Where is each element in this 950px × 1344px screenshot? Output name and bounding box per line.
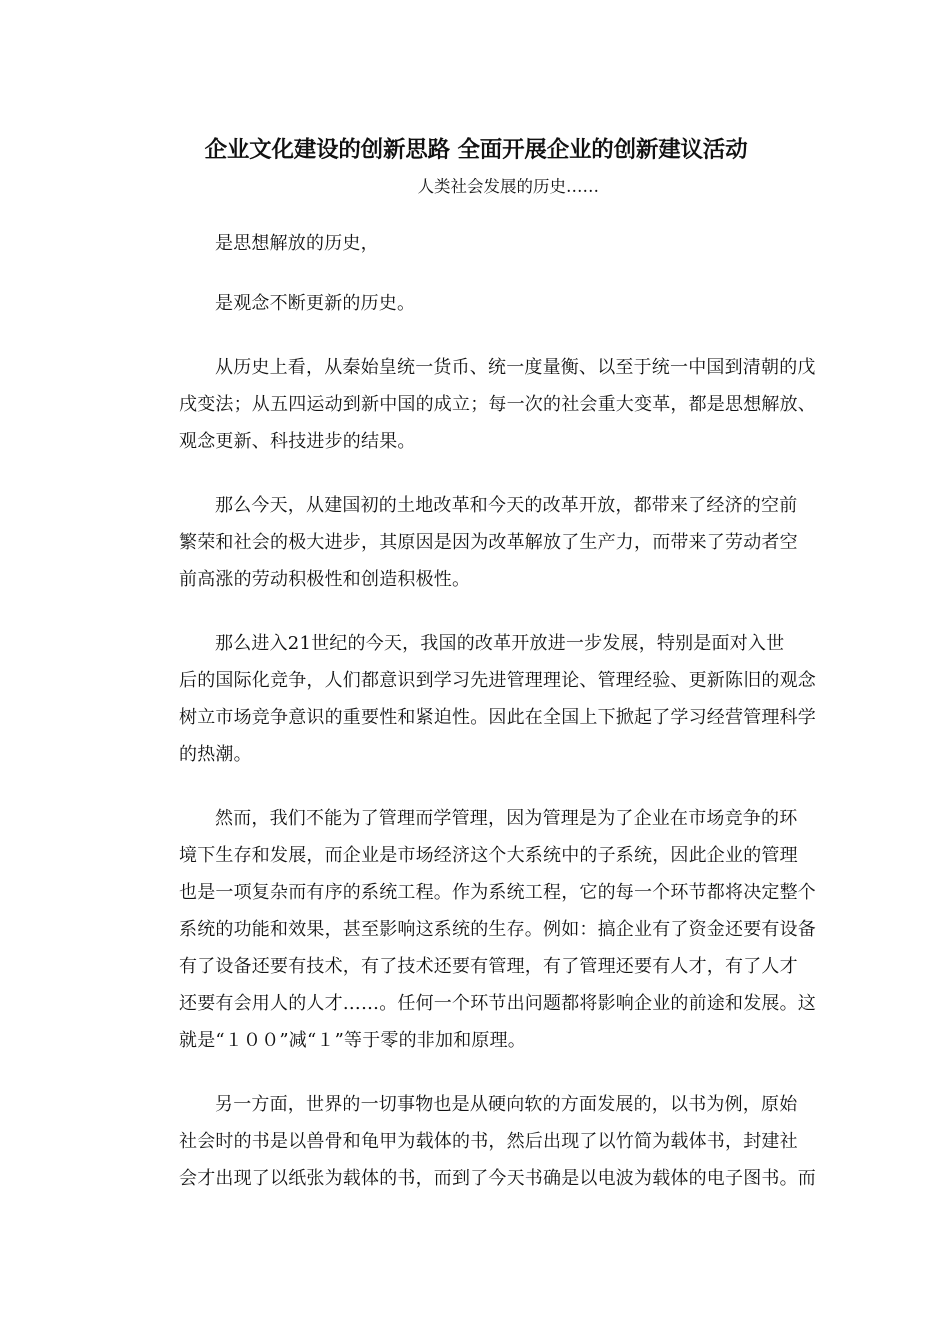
paragraph-3	[143, 349, 816, 460]
paragraph-line: 那么进入21世纪的今天，我国的改革开放进一步发展，特别是面对入世	[215, 633, 785, 654]
paragraph-line: 然而，我们不能为了管理而学管理，因为管理是为了企业在市场竞争的环	[215, 808, 798, 829]
paragraph-line: 系统的功能和效果，甚至影响这系统的生存。例如：搞企业有了资金还要有设备	[179, 919, 816, 940]
paragraph-line: 境下生存和发展，而企业是市场经济这个大系统中的子系统，因此企业的管理	[179, 845, 798, 866]
paragraph-line: 也是一项复杂而有序的系统工程。作为系统工程，它的每一个环节都将决定整个	[179, 882, 816, 903]
paragraph-line: 是思想解放的历史，	[215, 233, 379, 254]
paragraph-4	[143, 487, 809, 598]
paragraph-line: 就是“１００”减“１”等于零的非加和原理。	[179, 1030, 527, 1051]
paragraph-line: 还要有会用人的人才……。任何一个环节出问题都将影响企业的前途和发展。这	[179, 993, 816, 1014]
paragraph-line: 会才出现了以纸张为载体的书，而到了今天书确是以电波为载体的电子图书。而	[179, 1168, 816, 1189]
paragraph-line: 有了设备还要有技术，有了技术还要有管理，有了管理还要有人才，有了人才	[179, 956, 798, 977]
paragraph-line: 后的国际化竞争，人们都意识到学习先进管理理论、管理经验、更新陈旧的观念	[179, 670, 816, 691]
paragraph-line: 观念更新、科技进步的结果。	[179, 431, 416, 452]
document-subtitle: 人类社会发展的历史……	[417, 177, 599, 196]
paragraph-line: 那么今天，从建国初的土地改革和今天的改革开放，都带来了经济的空前	[215, 495, 798, 516]
paragraph-1	[143, 225, 809, 262]
paragraph-line: 是观念不断更新的历史。	[215, 293, 416, 314]
paragraph-7	[143, 1086, 816, 1197]
paragraph-6	[143, 800, 816, 1059]
paragraph-line: 社会时的书是以兽骨和龟甲为载体的书，然后出现了以竹简为载体书，封建社	[179, 1131, 798, 1152]
paragraph-line: 的热潮。	[179, 744, 252, 765]
paragraph-5	[143, 625, 816, 773]
document-page	[143, 128, 816, 1197]
paragraph-2	[143, 285, 809, 322]
paragraph-line: 戌变法；从五四运动到新中国的成立；每一次的社会重大变革，都是思想解放、	[179, 394, 816, 415]
paragraph-line: 前高涨的劳动积极性和创造积极性。	[179, 569, 471, 590]
paragraph-line: 树立市场竞争意识的重要性和紧迫性。因此在全国上下掀起了学习经营管理科学	[179, 707, 816, 728]
document-title: 企业文化建设的创新思路 全面开展企业的创新建议活动	[204, 137, 748, 163]
paragraph-line: 另一方面，世界的一切事物也是从硬向软的方面发展的，以书为例，原始	[215, 1094, 798, 1115]
paragraph-line: 从历史上看，从秦始皇统一货币、统一度量衡、以至于统一中国到清朝的戊	[215, 357, 816, 378]
paragraph-line: 繁荣和社会的极大进步，其原因是因为改革解放了生产力，而带来了劳动者空	[179, 532, 798, 553]
